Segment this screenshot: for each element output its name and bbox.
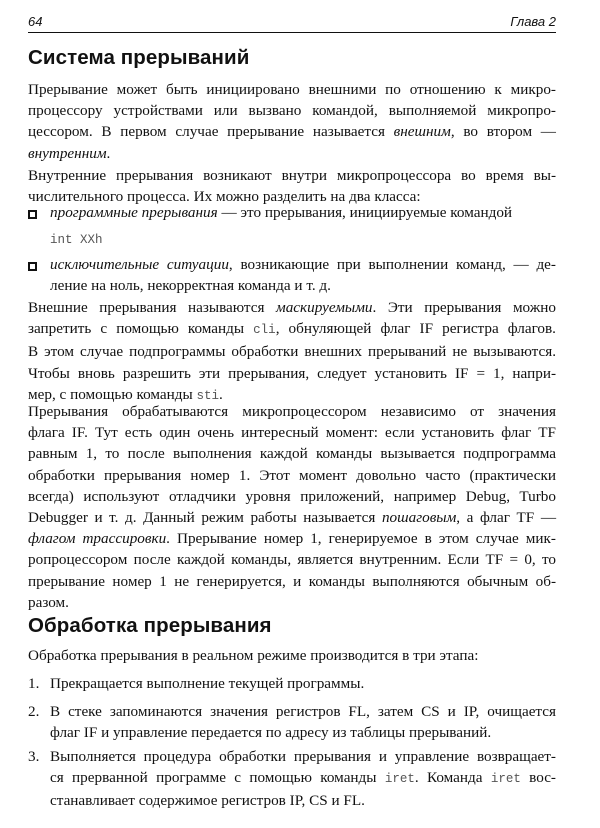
step-1 bbox=[50, 673, 556, 694]
text-line: Выполняется процедура обработки прерывания и управление возвращает- bbox=[50, 748, 556, 765]
term-trace-flag: флагом трассировки bbox=[28, 530, 167, 548]
section-heading-interrupt-system: Система прерываний bbox=[28, 46, 250, 69]
paragraph-interrupt-intro bbox=[28, 79, 556, 164]
text-line: Обработка прерывания в реальном режиме производится в три этапа: bbox=[28, 647, 479, 664]
step-number: 3. bbox=[28, 748, 40, 765]
text-line: разом. bbox=[28, 593, 69, 611]
chapter-label: Глава 2 bbox=[510, 14, 556, 29]
code-iret: iret bbox=[490, 772, 521, 787]
text-line: В стеке запоминаются значения регистров FL, затем CS и IP, очищается bbox=[50, 703, 556, 720]
checkbox-bullet-icon bbox=[28, 210, 37, 219]
term-maskable: маскируемыми bbox=[276, 299, 373, 316]
text-line: В этом случае подпрограммы обработки внешних прерываний не вызываются. bbox=[28, 343, 556, 361]
page-number: 64 bbox=[28, 14, 43, 29]
text-line: цессором. В первом случае прерывание называется внешним, во втором — bbox=[28, 123, 556, 141]
text-line: прерывание номер 1 не генерируется, и команды выполняются обычным об- bbox=[28, 572, 556, 590]
step-3 bbox=[50, 746, 556, 812]
checkbox-bullet-icon bbox=[28, 262, 37, 271]
text-line: станавливает содержимое регистров IP, CS и FL. bbox=[50, 792, 365, 810]
code-cli: cli bbox=[253, 323, 276, 338]
text-line: Внешние прерывания называются маскируемыми. Эти прерывания можно bbox=[28, 299, 556, 316]
text-line: мер, с помощью команды sti. bbox=[28, 385, 223, 403]
term-step-mode: пошаговым bbox=[381, 509, 457, 527]
section-heading-interrupt-handling: Обработка прерывания bbox=[28, 614, 272, 637]
code-sti: sti bbox=[196, 388, 220, 403]
text-line: запретить с помощью команды cli, обнуляющей флаг IF регистра флагов. bbox=[28, 320, 556, 338]
text-line: числительного процесса. Их можно разделить на два класса: bbox=[28, 188, 421, 206]
text-line: обработки прерывания номер 1. Этот момент довольно часто (практически bbox=[28, 466, 556, 484]
paragraph-handling-intro bbox=[28, 645, 556, 666]
code-iret: iret bbox=[384, 772, 415, 787]
text-line: флагом трассировки. Прерывание номер 1, генерируемое в этом случае мик- bbox=[28, 530, 556, 548]
text-line: Прерывания обрабатываются микропроцессором независимо от значения bbox=[28, 403, 556, 420]
text-line: ся прерванной программе с помощью команды iret. Команда iret вос- bbox=[50, 769, 556, 787]
text-line: Прекращается выполнение текущей программы. bbox=[50, 675, 365, 692]
step-2 bbox=[50, 701, 556, 743]
text-line: исключительные ситуации, возникающие при выполнении команд, — де- bbox=[50, 256, 556, 273]
running-head bbox=[28, 14, 556, 33]
bullet-exceptions bbox=[50, 254, 556, 296]
text-line: Чтобы вновь разрешить эти прерывания, следует установить IF = 1, напри- bbox=[28, 364, 556, 382]
step-number: 1. bbox=[28, 675, 40, 692]
paragraph-trap-flag bbox=[28, 401, 556, 613]
text-line: программные прерывания — это прерывания, инициируемые командой bbox=[50, 204, 513, 221]
text-line: Прерывание может быть инициировано внешними по отношению к микро- bbox=[28, 81, 556, 98]
paragraph-maskable-interrupts bbox=[28, 297, 556, 407]
text-line: всегда) используют отладчики уровня приложений, например Debug, Turbo bbox=[28, 487, 556, 505]
code-int-xxh: int XXh bbox=[50, 233, 103, 247]
term-external: внешним bbox=[393, 123, 451, 141]
text-line: внутренним. bbox=[28, 144, 111, 162]
text-line: флаг IF и управление передается по адресу из таблицы прерываний. bbox=[50, 724, 492, 742]
term-software-interrupts: программные прерывания bbox=[50, 204, 218, 221]
text-line: Debugger и т. д. Данный режим работы называется пошаговым, а флаг TF — bbox=[28, 509, 557, 527]
text-line: ление на ноль, некорректная команда и т. д. bbox=[50, 277, 331, 295]
text-line: процессору устройствами или вызвано командой, выполняемой микропро- bbox=[28, 102, 556, 120]
text-line: равным 1, то после выполнения каждой команды вызывается подпрограмма bbox=[28, 445, 556, 463]
bullet-software-interrupts bbox=[50, 202, 556, 223]
term-exceptions: исключительные ситуации bbox=[50, 256, 229, 273]
text-line: Внутренние прерывания возникают внутри микропроцессора во время вы- bbox=[28, 167, 556, 184]
text-line: ропроцессором после каждой команды, является внутренним. Если TF = 0, то bbox=[28, 551, 556, 569]
step-number: 2. bbox=[28, 703, 40, 720]
text-line: флага IF. Тут есть один очень интересный момент: если установить флаг TF bbox=[28, 424, 556, 442]
term-internal: внутренним bbox=[28, 144, 107, 162]
